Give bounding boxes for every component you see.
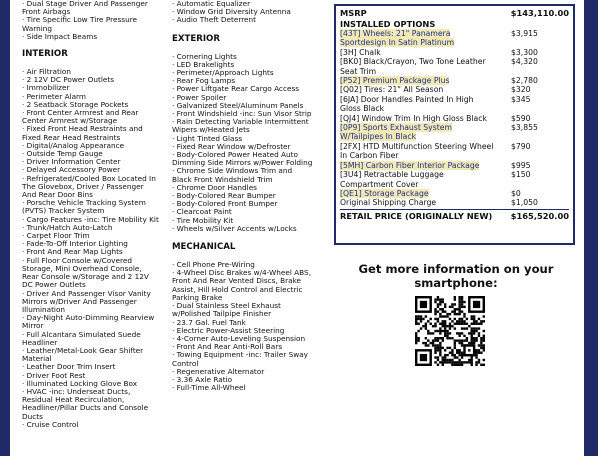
retail-price-value: $165,520.00 [510,210,569,221]
mechanical-heading: MECHANICAL [172,242,236,253]
feature-item: · Side Impact Beams [22,31,98,41]
feature-item: · Cargo Features -inc: Tire Mobility Kit [22,214,159,224]
option-line: Seat Trim [340,66,377,76]
option-price: $1,050 [511,198,538,208]
price-sticker-box [334,4,575,245]
feature-item: · 3.36 Axle Ratio [172,374,233,384]
feature-item: · Clearcoat Paint [172,207,232,217]
feature-item: · 4-Wheel Disc Brakes w/4-Wheel ABS, [172,268,312,278]
feature-item: · Power Liftgate Rear Cargo Access [172,84,300,94]
feature-item: · Window Grid Diversity Antenna [172,7,291,17]
left-feature-column [22,0,168,429]
option-price: $590 [511,113,531,123]
right-page-border [584,0,598,456]
option-name [340,161,511,170]
option-row [340,189,569,198]
feature-item: · Wheels w/Silver Accents w/Locks [172,223,297,233]
feature-item: · Fade-To-Off Interior Lighting [22,239,128,249]
option-name [340,76,511,85]
feature-item: · Audio Theft Deterrent [172,15,257,25]
feature-item: Wipers w/Heated Jets [172,125,250,135]
option-line: Gloss Black [340,104,385,114]
feature-item: · Driver Foot Rest [22,370,86,380]
option-line: [3U4] Retractable Luggage [340,170,444,180]
feature-item: · Body-Colored Rear Bumper [172,191,276,201]
mechanical-feature-list [172,261,322,392]
option-row [340,123,569,142]
feature-item: Material [22,354,52,364]
option-line: [6JA] Door Handles Painted In High [340,94,474,104]
option-name [340,95,511,114]
feature-item: (PVTS) Tracker System [22,206,105,216]
option-line: [43T] Wheels: 21" Panamera [340,29,451,38]
feature-item: Assist, Hill Hold Control and Electric [172,284,303,294]
feature-item: · Day-Night Auto-Dimming Rearview [22,313,155,323]
feature-item: Headliner [22,337,58,347]
feature-item: · Driver And Passenger Visor Vanity [22,288,151,298]
feature-item: · 23.7 Gal. Fuel Tank [172,317,246,327]
feature-item: · Leather/Metal-Look Gear Shifter [22,345,144,355]
feature-item: · Front Center Armrest and Rear [22,108,139,118]
option-price: $790 [511,141,531,151]
option-name [340,48,511,57]
feature-item: · Leather Door Trim Insert [22,362,116,372]
options-list [340,29,569,208]
feature-item: · LED Brakelights [172,59,235,69]
feature-item: · Body-Colored Front Bumper [172,199,278,209]
option-row [340,142,569,161]
feature-item: Storage, Mini Overhead Console, [22,263,142,273]
feature-item: · 2 12V DC Power Outlets [22,75,115,85]
feature-item: · Rain Detecting Variable Intermittent [172,117,309,127]
option-line: [BK0] Black/Crayon, Two Tone Leather [340,57,486,67]
feature-item: And Rear Door Bins [22,190,93,200]
option-name [340,198,511,207]
option-name [340,123,511,142]
feature-item: Parking Brake [172,292,223,302]
qr-code-icon[interactable] [415,296,485,366]
feature-item: · Automatic Equalizer [172,0,251,8]
safety-feature-list [22,0,168,41]
option-line: [QJ4] Window Trim In High Gloss Black [340,113,487,123]
option-line: Original Shipping Charge [340,198,437,208]
exterior-feature-list [172,53,322,233]
feature-item: · Front Windshield -inc: Sun Visor Strip [172,109,312,119]
feature-item: · Air Filtration [22,67,72,77]
option-name [340,189,511,198]
option-line: [3H] Chalk [340,47,381,57]
feature-item: · Body-Colored Power Heated Auto [172,150,298,160]
feature-item: · Electric Power-Assist Steering [172,325,285,335]
feature-item: Illumination [22,304,66,314]
feature-item: Control [172,358,199,368]
option-price: $995 [511,160,531,170]
feature-item: · Towing Equipment -inc: Trailer Sway [172,350,309,360]
option-line: [0P9] Sports Exhaust System [340,123,452,133]
option-row [340,48,569,57]
feature-item: · Tire Mobility Kit [172,215,234,225]
feature-item: · Delayed Accessory Power [22,165,121,175]
feature-item: · Carpet Floor Trim [22,231,90,241]
option-row [340,198,569,207]
option-price: $3,855 [511,123,538,133]
option-price: $320 [511,85,531,95]
feature-item: · Galvanized Steel/Aluminum Panels [172,100,304,110]
option-name [340,170,511,189]
feature-item: Front And Rear Vented Discs, Brake [172,276,302,286]
option-name [340,29,511,48]
option-row [340,161,569,170]
msrp-row [340,8,569,19]
feature-item: DC Power Outlets [22,280,86,290]
feature-item: · Cell Phone Pre-Wiring [172,260,255,270]
option-name [340,57,511,76]
option-line: W/Tailpipes In Black [340,132,417,142]
feature-item: Warning [22,23,52,33]
retail-price-label: RETAIL PRICE (ORIGINALLY NEW) [340,210,493,221]
feature-item: Mirror [22,321,44,331]
option-price: $2,780 [511,76,538,86]
option-price: $3,300 [511,47,538,57]
feature-item: Front Airbags [22,7,71,17]
feature-item: · Chrome Side Windows Trim and [172,166,293,176]
exterior-heading: EXTERIOR [172,33,220,44]
feature-item: · Light Tinted Glass [172,133,243,143]
feature-item: Fixed Rear Head Restraints [22,132,121,142]
feature-item: · Fixed Rear Window w/Defroster [172,141,291,151]
interior-heading: INTERIOR [22,49,68,60]
feature-item: Headliner/Pillar Ducts and Console [22,403,149,413]
feature-item: · Dual Stage Driver And Passenger [22,0,148,8]
feature-item: w/Polished Tailpipe Finisher [172,309,272,319]
option-line: Sportdesign In Satin Platinum [340,38,455,48]
feature-item: · Digital/Analog Appearance [22,140,125,150]
option-line: [P52] Premium Package Plus [340,76,450,86]
feature-item: · Tire Specific Low Tire Pressure [22,15,138,25]
feature-item: · Power Spoiler [172,92,227,102]
feature-item: Rear Console w/Storage and 2 12V [22,272,149,282]
pricing-panel [329,0,583,456]
more-info-text: Get more information on your smartphone: [358,262,554,290]
feature-item: · Cornering Lights [172,51,237,61]
feature-item: · Outside Temp Gauge [22,149,103,159]
feature-item: · Full Floor Console w/Covered [22,255,132,265]
feature-item: · Immobilizer [22,83,70,93]
option-line: [2FX] HTD Multifunction Steering Wheel [340,141,494,151]
audio-feature-list [172,0,322,25]
option-price: $3,915 [511,29,538,38]
interior-feature-list [22,68,168,429]
feature-item: · 4-Corner Auto-Leveling Suspension [172,333,306,343]
middle-feature-column [172,0,322,392]
feature-item: · Trunk/Hatch Auto-Latch [22,222,113,232]
feature-item: · Refrigerated/Cooled Box Located In [22,173,156,183]
feature-item: · Front And Rear Anti-Roll Bars [172,342,283,352]
option-name [340,85,511,94]
feature-item: · Front And Rear Map Lights [22,247,123,257]
feature-item: Residual Heat Recirculation, [22,395,125,405]
feature-item: · Cruise Control [22,419,79,429]
option-line: [Q02] Tires: 21" All Season [340,85,444,95]
feature-item: · Driver Information Center [22,157,121,167]
feature-item: · HVAC -inc: Underseat Ducts, [22,386,131,396]
feature-item: · 2 Seatback Storage Pockets [22,99,129,109]
feature-item: Center Armrest w/Storage [22,116,118,126]
option-line: Compartment Cover [340,179,419,189]
option-row [340,114,569,123]
feature-item: · Rear Fog Lamps [172,76,236,86]
option-row [340,85,569,94]
option-row [340,170,569,189]
msrp-value: $143,110.00 [510,8,569,18]
option-price: $345 [511,94,531,104]
option-line: [QE1] Storage Package [340,188,429,198]
feature-item: · Illuminated Locking Glove Box [22,378,138,388]
option-name [340,142,511,161]
option-line: [5MH] Carbon Fiber Interior Package [340,160,480,170]
feature-item: Mirrors w/Driver And Passenger [22,296,137,306]
retail-price-row [340,209,569,222]
option-line: In Carbon Fiber [340,151,399,161]
feature-item: · Perimeter Alarm [22,91,87,101]
feature-item: · Perimeter/Approach Lights [172,68,274,78]
option-name [340,114,511,123]
installed-options-heading: INSTALLED OPTIONS [340,19,436,29]
option-price: $150 [511,170,531,180]
feature-item: Dimming Side Mirrors w/Power Folding [172,158,313,168]
feature-item: The Glovebox, Driver / Passenger [22,181,144,191]
feature-item: Black Front Windshield Trim [172,174,273,184]
feature-item: · Fixed Front Head Restraints and [22,124,143,134]
left-page-border [0,0,10,456]
feature-item: · Regenerative Alternator [172,366,265,376]
option-price: $4,320 [511,57,538,67]
option-row [340,57,569,76]
feature-item: · Chrome Door Handles [172,182,257,192]
feature-item: Ducts [22,411,43,421]
option-row [340,29,569,48]
option-price: $0 [511,188,521,198]
option-row [340,76,569,85]
option-row [340,95,569,114]
feature-item: · Dual Stainless Steel Exhaust [172,301,281,311]
msrp-label: MSRP [340,8,367,18]
feature-item: · Full Alcantara Simulated Suede [22,329,141,339]
feature-item: · Porsche Vehicle Tracking System [22,198,146,208]
feature-item: · Full-Time All-Wheel [172,383,246,393]
